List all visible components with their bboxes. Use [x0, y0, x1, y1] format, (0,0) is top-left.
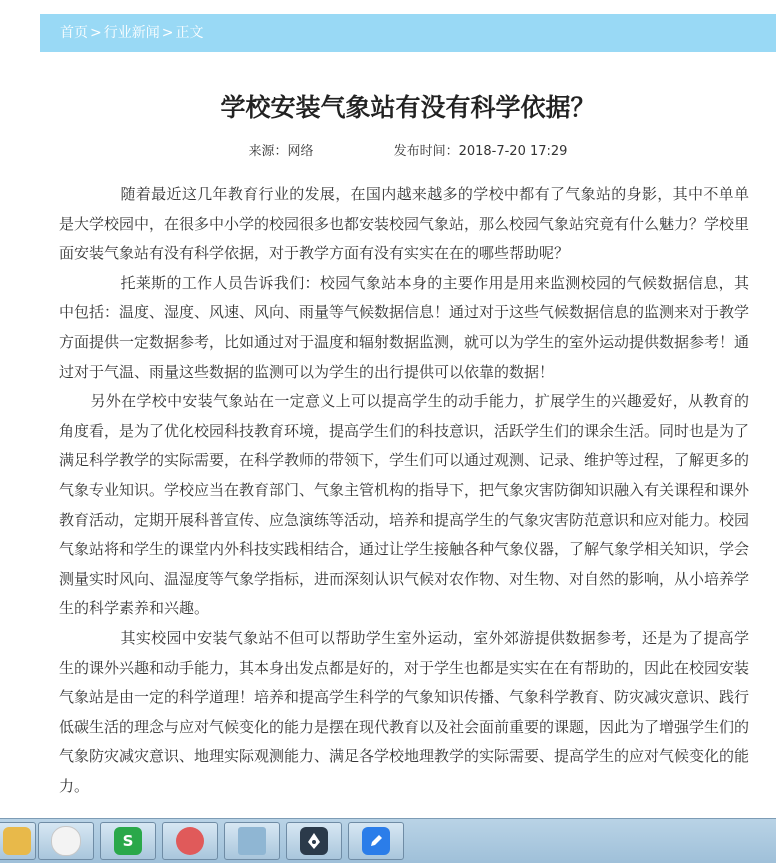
blue-edit-icon — [362, 827, 390, 855]
taskbar-folder-button[interactable] — [0, 822, 36, 860]
article-paragraph: 其实校园中安装气象站不但可以帮助学生室外运动，室外郊游提供数据参考，还是为了提高学生的课外兴趣和动手能力，其本身出发点都是好的，对于学生也都是实实在在有帮助的，因此在校园安装气象站是由一定的科学道理！培养和提高学生科学的气象知识传播、气象科学教育、防灾减灾意识、践行低碳生活的理念与应对气候变化的能力是摆在现代教育以及社会面前重要的课题，因此为了增强学生们的气象防灾减灾意识、地理实际观测能力、满足各学校地理教学的实际需要、提高学生的应对气候变化的能力。 — [59, 628, 750, 795]
taskbar-red-app-button[interactable] — [162, 822, 218, 860]
article-body — [59, 180, 749, 801]
article-paragraph: 托莱斯的工作人员告诉我们：校园气象站本身的主要作用是用来监测校园的气候数据信息，其中包括：温度、湿度、风速、风向、雨量等气候数据信息！通过对于这些气候数据信息的监测来对于教学方面提供一定数据参考，比如通过对于温度和辐射数据监测，就可以为学生的室外运动提供数据参考！通过对于气温、雨量这些数据的监测可以为学生的出行提供可以依靠的数据！ — [59, 273, 750, 381]
red-app-icon — [176, 827, 204, 855]
taskbar-document-button[interactable] — [224, 822, 280, 860]
article-paragraph: 另外在学校中安装气象站在一定意义上可以提高学生的动手能力，扩展学生的兴趣爱好，从教育的角度看，是为了优化校园科技教育环境，提高学生们的科技意识，活跃学生们的课余生活。同时也是为了满足科学教学的实际需要，在科学教师的带领下，学生们可以通过观测、记录、维护等过程，了解更多的气象专业知识。学校应当在教育部门、气象主管机构的指导下，把气象灾害防御知识融入有关课程和课外教育活动，定期开展科普宣传、应急演练等活动，培养和提高学生的气象灾害防范意识和应对能力。校园气象站将和学生的课堂内外科技实践相结合，通过让学生接触各种气象仪器，了解气象学相关知识，学会测量实时风向、温湿度等气象学指标，进而深刻认识气候对农作物、对生物、对自然的影响，从小培养学生的科学素养和兴趣。 — [59, 392, 750, 618]
folder-icon — [3, 827, 31, 855]
breadcrumb-separator: > — [161, 25, 174, 41]
article-source: 来源：网络 — [248, 144, 314, 159]
breadcrumb-current: 正文 — [175, 25, 204, 41]
breadcrumb-separator: > — [90, 25, 102, 41]
taskbar — [0, 818, 776, 863]
taskbar-pen-tool-button[interactable] — [286, 822, 342, 860]
article-publish-time: 发布时间：2018-7-20 17:29 — [393, 144, 568, 159]
breadcrumb — [40, 14, 776, 52]
pen-tool-icon — [300, 827, 328, 855]
taskbar-green-app-button[interactable] — [100, 822, 156, 860]
taskbar-bunny-app-button[interactable] — [38, 822, 94, 860]
taskbar-edit-app-button[interactable] — [348, 822, 404, 860]
article-paragraph: 随着最近这几年教育行业的发展，在国内越来越多的学校中都有了气象站的身影，其中不单单是大学校园中，在很多中小学的校园很多也都安装校园气象站，那么校园气象站究竟有什么魅力？学校里面安装气象站有没有科学依据，对于教学方面有没有实实在在的哪些帮助呢？ — [59, 185, 750, 263]
green-s-app-icon: S — [114, 827, 142, 855]
bunny-app-icon — [51, 826, 81, 856]
article-title: 学校安装气象站有没有科学依据？ — [220, 93, 596, 122]
breadcrumb-home-link[interactable]: 首页 — [60, 25, 88, 41]
document-icon — [238, 827, 266, 855]
breadcrumb-section-link[interactable]: 行业新闻 — [103, 25, 160, 41]
article-meta — [40, 142, 776, 162]
